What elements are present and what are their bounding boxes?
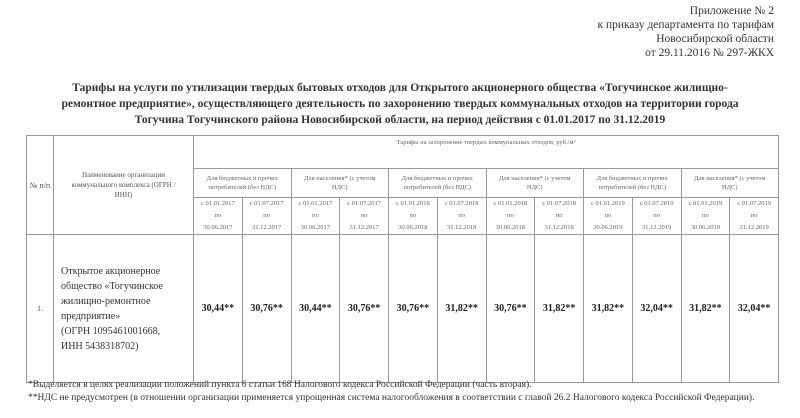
period-from: с 01.07.2018 bbox=[542, 200, 576, 207]
period-from: с 01.01.2017 bbox=[200, 200, 235, 207]
tariff-value: 30,44** bbox=[291, 235, 340, 383]
period-po: по bbox=[750, 212, 758, 219]
tariff-value: 32,04** bbox=[632, 235, 681, 383]
period-from: с 01.01.2017 bbox=[298, 200, 333, 207]
appendix-reference bbox=[597, 4, 774, 60]
consumer-group-header: Для бюджетных и прочих потребителей (без НДС) bbox=[389, 169, 487, 198]
period-header bbox=[681, 198, 730, 235]
period-po: по bbox=[653, 212, 660, 219]
appendix-line: Приложение № 2 bbox=[689, 5, 774, 17]
footnotes bbox=[0, 379, 784, 405]
period-from: с 01.01.2018 bbox=[395, 200, 430, 207]
period-po: по bbox=[214, 212, 222, 219]
period-from: с 01.01.2018 bbox=[493, 200, 528, 207]
footnote-no-vat: **НДС не предусмотрен (в отношении организации применяется упрощенная система налогообложения в соответствии с главой 26.2 Налогового кодекса Российской Федерации). bbox=[28, 393, 755, 403]
tariff-value: 30,76** bbox=[389, 235, 438, 383]
col-num-header: № п/п bbox=[27, 136, 54, 235]
row-number: 1. bbox=[27, 235, 54, 383]
appendix-line: Новосибирской области bbox=[656, 33, 774, 45]
organization-line: ИНН 5438318702) bbox=[61, 340, 139, 352]
tariff-value: 31,82** bbox=[681, 235, 730, 383]
period-po: по bbox=[409, 212, 417, 219]
title-line: Тарифы на услуги по утилизации твердых бытовых отходов для Открытого акционерного общества «Тогучинское жилищно- bbox=[72, 82, 728, 94]
period-po: по bbox=[263, 212, 270, 219]
period-to: 30.06.2018 bbox=[398, 224, 428, 231]
period-header bbox=[389, 198, 438, 235]
col-name-header: Наименование организации коммунального комплекса (ОГРН / ИНН) bbox=[54, 136, 194, 235]
consumer-group-header: Для бюджетных и прочих потребителей (без НДС) bbox=[194, 169, 292, 198]
period-from: с 01.01.2019 bbox=[688, 200, 723, 207]
consumer-group-header: Для населения* (с учетом НДС) bbox=[681, 169, 779, 198]
consumer-group-header: Для бюджетных и прочих потребителей (без НДС) bbox=[584, 169, 682, 198]
period-po: по bbox=[702, 212, 709, 219]
tariff-value: 31,82** bbox=[437, 235, 486, 383]
period-po: по bbox=[507, 212, 514, 219]
period-header bbox=[486, 198, 535, 235]
period-header bbox=[437, 198, 486, 235]
organization-line: (ОГРН 1095461001668, bbox=[61, 325, 161, 337]
period-from: с 01.01.2019 bbox=[590, 200, 625, 207]
period-to: 30.06.2018 bbox=[495, 224, 525, 231]
period-to: 30.06.2019 bbox=[690, 224, 720, 231]
organization-line: общество «Тогучинское bbox=[61, 280, 163, 292]
period-po: по bbox=[360, 212, 368, 219]
period-from: с 01.07.2019 bbox=[639, 200, 674, 207]
period-header bbox=[730, 198, 779, 235]
period-header bbox=[535, 198, 584, 235]
tariff-table bbox=[26, 135, 779, 383]
period-po: по bbox=[312, 212, 319, 219]
period-po: по bbox=[458, 212, 465, 219]
period-to: 31.12.2017 bbox=[252, 224, 282, 231]
period-to: 30.06.2019 bbox=[593, 224, 623, 231]
footnote-vat-allocation: *Выделяется в целях реализации положений пункта 6 статьи 168 Налогового кодекса Российской Федерации (часть вторая). bbox=[28, 380, 532, 390]
organization-line: предприятие» bbox=[61, 310, 121, 322]
tariff-value: 30,76** bbox=[486, 235, 535, 383]
tariff-header: Тарифы на захоронение твердых коммунальных отходов, руб./м³ bbox=[194, 136, 779, 169]
period-from: с 01.07.2017 bbox=[347, 200, 381, 207]
organization-name bbox=[54, 235, 194, 383]
period-header bbox=[242, 198, 291, 235]
period-to: 30.06.2017 bbox=[300, 224, 330, 231]
title-line: ремонтное предприятие», осуществляющего деятельность по захоронению твердых коммунальных отходов на территории города bbox=[61, 98, 739, 110]
tariff-value: 31,82** bbox=[584, 235, 633, 383]
consumer-group-header: Для населения* (с учетом НДС) bbox=[486, 169, 584, 198]
organization-line: жилищно-ремонтное bbox=[61, 295, 151, 307]
appendix-line: от 29.11.2016 № 297-ЖКХ bbox=[645, 47, 774, 59]
period-to: 31.12.2019 bbox=[739, 224, 769, 231]
period-po: по bbox=[604, 212, 612, 219]
period-to: 30.06.2017 bbox=[203, 224, 233, 231]
table-row bbox=[27, 235, 779, 383]
period-po: по bbox=[555, 212, 563, 219]
period-to: 31.12.2019 bbox=[642, 224, 672, 231]
period-header bbox=[194, 198, 243, 235]
period-to: 31.12.2018 bbox=[447, 224, 477, 231]
tariff-value: 30,76** bbox=[340, 235, 389, 383]
tariff-value: 32,04** bbox=[730, 235, 779, 383]
consumer-group-header: Для населения* (с учетом НДС) bbox=[291, 169, 389, 198]
tariff-value: 30,76** bbox=[242, 235, 291, 383]
period-header bbox=[632, 198, 681, 235]
organization-line: Открытое акционерное bbox=[61, 265, 161, 277]
period-header bbox=[584, 198, 633, 235]
period-header bbox=[291, 198, 340, 235]
period-from: с 01.07.2017 bbox=[249, 200, 284, 207]
tariff-value: 30,44** bbox=[194, 235, 243, 383]
header-row-tariff bbox=[27, 136, 779, 169]
period-to: 31.12.2017 bbox=[349, 224, 379, 231]
period-to: 31.12.2018 bbox=[544, 224, 574, 231]
title-line: Тогучина Тогучинского района Новосибирской области, на период действия с 01.01.2017 по 31.12.2019 bbox=[134, 114, 666, 126]
period-header bbox=[340, 198, 389, 235]
period-from: с 01.07.2019 bbox=[737, 200, 771, 207]
period-from: с 01.07.2018 bbox=[444, 200, 479, 207]
tariff-value: 31,82** bbox=[535, 235, 584, 383]
document-title bbox=[20, 80, 780, 128]
appendix-line: к приказу департамента по тарифам bbox=[597, 19, 774, 31]
